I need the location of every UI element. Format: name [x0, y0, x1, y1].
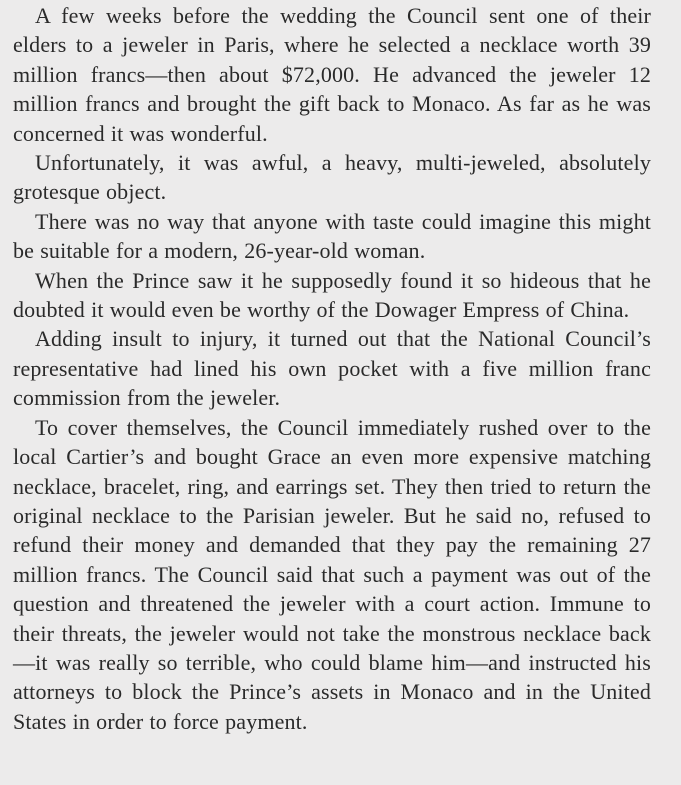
paragraph-4: When the Prince saw it he supposedly found it so hideous that he doubted it would even be worthy of the Dowager Empress of China. — [13, 267, 651, 323]
paragraph-1: A few weeks before the wedding the Council sent one of their elders to a jeweler in Paris, where he selected a necklace worth 39 million francs—then about $72,000. He advanced the jeweler 12 million francs and brought the gift back to Monaco. As far as he was concerned it was wonderful. — [13, 3, 651, 146]
paragraph-2: Unfortunately, it was awful, a heavy, multi-jeweled, absolutely grotesque object. — [13, 150, 651, 205]
paragraph-5: Adding insult to injury, it turned out that the National Council’s representative had lined his own pocket with a five million franc commission from the jeweler. — [13, 326, 651, 411]
paragraph-3: There was no way that anyone with taste could imagine this might be suitable for a modern, 26-year-old woman. — [13, 208, 651, 264]
paragraph-6: To cover themselves, the Council immediately rushed over to the local Cartier’s and bought Grace an even more expensive matching necklace, bracelet, ring, and earrings set. They then tried to return the original necklace to the Parisian jeweler. But he said no, refused to refund their money and demanded that they pay the remaining 27 million francs. The Council said that such a payment was out of the question and threatened the jeweler with a court action. Immune to their threats, the jeweler would not take the monstrous necklace back—it was really so terrible, who could blame him—and instructed his attorneys to block the Prince’s assets in Monaco and in the United States in order to force payment. — [13, 414, 651, 734]
